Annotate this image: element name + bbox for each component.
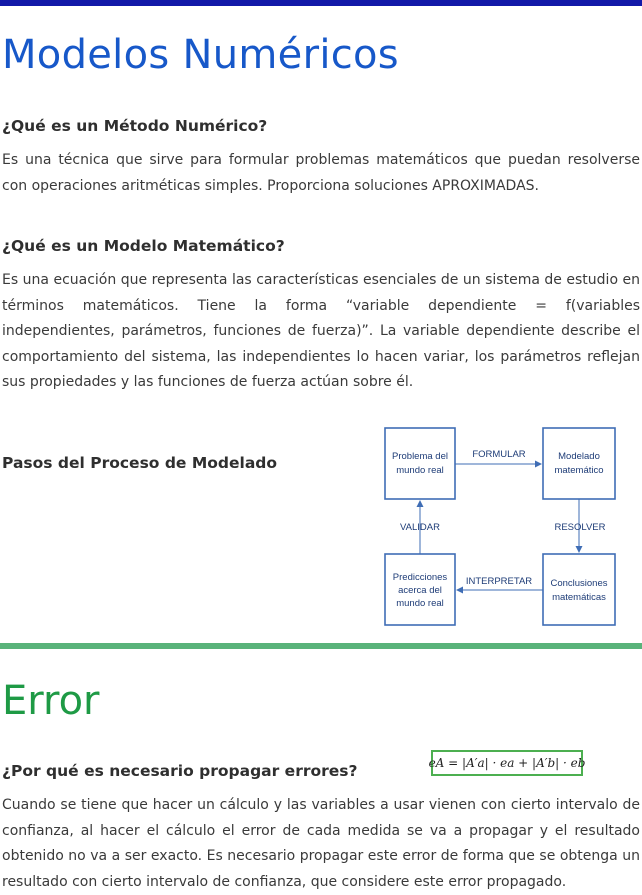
heading-modelo-matematico: ¿Qué es un Modelo Matemático? [2,237,285,255]
box-conclusiones [543,554,615,625]
box-modelado-line2: matemático [554,465,604,476]
top-accent-bar [0,0,642,6]
box-problema-line2: mundo real [396,465,444,476]
box-modelado-line1: Modelado [558,451,600,462]
label-interpretar: INTERPRETAR [465,576,533,587]
modeling-process-diagram [383,426,619,631]
box-problema [385,428,455,499]
section-divider [0,643,642,649]
label-resolver: RESOLVER [554,522,606,533]
box-predicciones-line1: Predicciones [392,572,448,583]
error-propagation-formula: eA = |A′a| · ea + |A′b| · eb [431,750,583,776]
paragraph-propagar-errores: Cuando se tiene que hacer un cálculo y las variables a usar vienen con cierto intervalo de confianza, al hacer el cálculo el error de cada medida se va a propagar y el resultado obtenido no va a ser exacto. Es necesario propagar este error de forma que se obtenga un resultado con cierto intervalo de confianza, que considere este error propagado. [2,797,640,890]
box-predicciones-line3: mundo real [396,598,444,609]
box-conclusiones-line1: Conclusiones [550,578,608,589]
paragraph-metodo-numerico: Es una técnica que sirve para formular problemas matemáticos que puedan resolverse con operaciones aritméticas simples. Proporciona soluciones APROXIMADAS. [2,152,640,194]
section-title-error: Error [2,678,100,724]
box-problema-line1: Problema del [392,451,448,462]
heading-propagar-errores: ¿Por qué es necesario propagar errores? [2,762,358,780]
section-title-modelos: Modelos Numéricos [2,32,399,78]
paragraph-modelo-matematico: Es una ecuación que representa las características esenciales de un sistema de estudio en términos matemáticos. Tiene la forma “variable dependiente = f(variables independientes, parámetros, funciones de fuerza)”. La variable dependiente describe el comportamiento del sistema, las independientes lo hacen variar, los parámetros reflejan sus propiedades y las funciones de fuerza actúan sobre él. [2,272,640,390]
box-modelado [543,428,615,499]
label-formular: FORMULAR [472,449,526,460]
box-predicciones-line2: acerca del [398,585,442,596]
heading-metodo-numerico: ¿Qué es un Método Numérico? [2,117,268,135]
box-conclusiones-line2: matemáticas [552,592,606,603]
label-validar: VALIDAR [400,522,440,533]
heading-pasos-modelado: Pasos del Proceso de Modelado [2,454,278,472]
